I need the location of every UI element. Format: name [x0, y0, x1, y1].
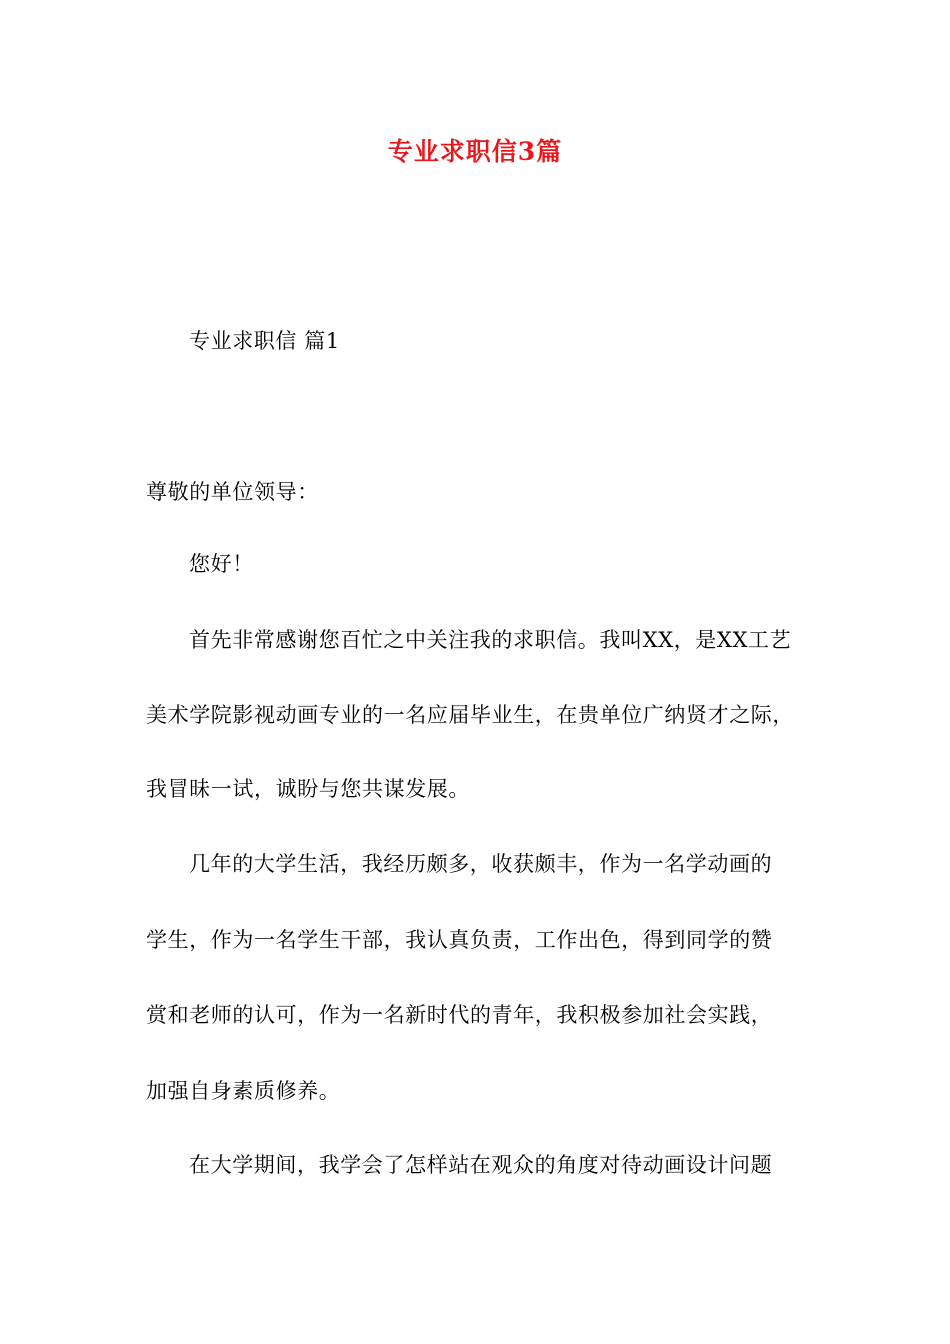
paragraph-1-line-1: 首先非常感谢您百忙之中关注我的求职信。我叫XX，是XX工艺 [189, 628, 792, 652]
greeting: 您好！ [189, 552, 254, 576]
paragraph-2-line-1: 几年的大学生活，我经历颇多，收获颇丰，作为一名学动画的 [189, 852, 773, 876]
salutation: 尊敬的单位领导： [146, 480, 319, 504]
paragraph-3-line-1: 在大学期间，我学会了怎样站在观众的角度对待动画设计问题 [189, 1153, 773, 1177]
paragraph-2-line-4: 加强自身素质修养。 [146, 1079, 341, 1103]
paragraph-1-line-3: 我冒昧一试，诚盼与您共谋发展。 [146, 777, 470, 801]
section-heading: 专业求职信 篇1 [189, 329, 340, 353]
paragraph-2-line-3: 赏和老师的认可，作为一名新时代的青年，我积极参加社会实践， [146, 1003, 773, 1027]
document-title: 专业求职信3篇 [387, 137, 563, 166]
paragraph-1-line-2: 美术学院影视动画专业的一名应届毕业生，在贵单位广纳贤才之际， [146, 703, 794, 727]
paragraph-2-line-2: 学生，作为一名学生干部，我认真负责，工作出色，得到同学的赞 [146, 928, 773, 952]
